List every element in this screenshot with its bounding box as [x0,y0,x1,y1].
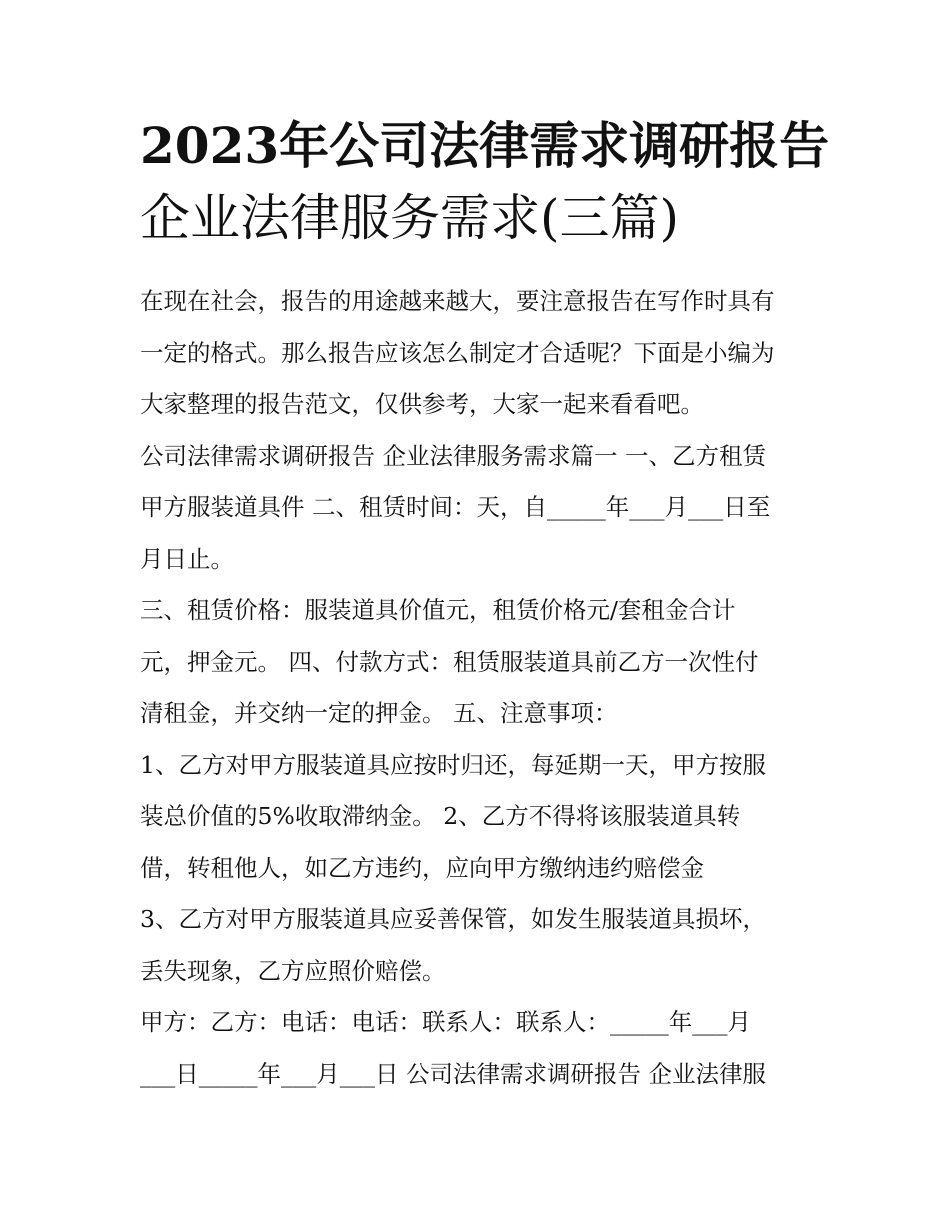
body-line: 大家整理的报告范文，仅供参考，大家一起来看看吧。 [140,390,704,418]
body-line: 在现在社会，报告的用途越来越大，要注意报告在写作时具有 [140,287,775,315]
body-line: 月日止。 [140,544,234,573]
document-title-line-1: 2023年公司法律需求调研报告 [140,116,830,175]
body-line: 三、租赁价格：服装道具价值元，租赁价格元/套租金合计 [140,596,736,624]
document-title-line-2: 企业法律服务需求(三篇) [140,189,680,247]
body-line: 借，转租他人，如乙方违约，应向甲方缴纳违约赔偿金 [140,853,704,882]
body-line: 公司法律需求调研报告 企业法律服务需求篇一 一、乙方租赁 [140,441,766,470]
body-line: 丢失现象，乙方应照价赔偿。 [140,956,446,985]
body-line: ___日_____年___月___日 公司法律需求调研报告 企业法律服 [140,1059,766,1088]
body-line: 甲方服装道具件 二、租赁时间：天，自_____年___月___日至 [140,493,771,521]
body-line: 清租金，并交纳一定的押金。 五、注意事项： [140,699,618,727]
body-line: 元，押金元。 四、付款方式：租赁服装道具前乙方一次性付 [140,647,759,676]
body-line: 3、乙方对甲方服装道具应妥善保管，如发生服装道具损坏， [140,905,766,933]
body-line: 1、乙方对甲方服装道具应按时归还，每延期一天，甲方按服 [140,750,766,779]
document-page [140,110,830,1100]
body-line: 一定的格式。那么报告应该怎么制定才合适呢？下面是小编为 [140,338,775,367]
body-line: 甲方：乙方：电话：电话：联系人：联系人：_____年___月 [140,1008,751,1036]
body-line: 装总价值的5%收取滞纳金。 2、乙方不得将该服装道具转 [140,802,741,830]
document-body [140,276,820,1100]
